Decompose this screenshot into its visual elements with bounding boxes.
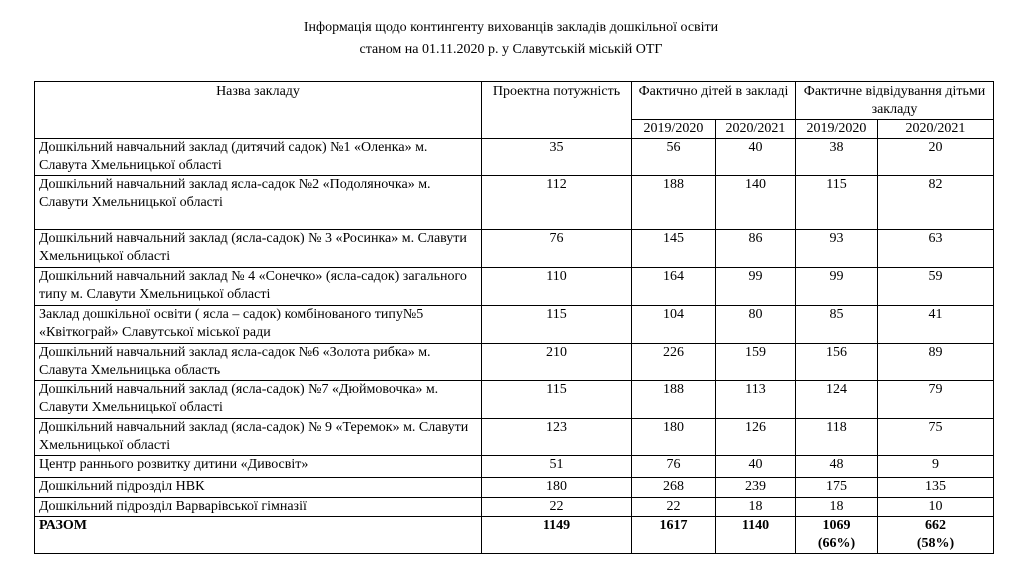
cell-attend-2020: 82 bbox=[878, 176, 994, 230]
total-enrolled-2020: 1140 bbox=[716, 517, 796, 554]
cell-enrolled-2020: 40 bbox=[716, 456, 796, 478]
cell-enrolled-2020: 18 bbox=[716, 498, 796, 517]
total-attend-2019 bbox=[796, 517, 878, 554]
cell-enrolled-2019: 180 bbox=[632, 419, 716, 456]
table-row bbox=[35, 139, 994, 176]
total-attend-2020-value: 662 bbox=[925, 518, 946, 533]
total-attend-2019-pct: (66%) bbox=[817, 536, 856, 551]
cell-attend-2020: 89 bbox=[878, 344, 994, 381]
cell-capacity: 115 bbox=[482, 381, 632, 419]
cell-attend-2020: 41 bbox=[878, 306, 994, 344]
total-capacity: 1149 bbox=[482, 517, 632, 554]
header-name: Назва закладу bbox=[35, 82, 482, 139]
total-attend-2019-value: 1069 bbox=[822, 518, 851, 533]
cell-attend-2020: 9 bbox=[878, 456, 994, 478]
cell-enrolled-2020: 86 bbox=[716, 230, 796, 268]
cell-capacity: 112 bbox=[482, 176, 632, 230]
cell-attend-2019: 85 bbox=[796, 306, 878, 344]
cell-enrolled-2019: 145 bbox=[632, 230, 716, 268]
cell-enrolled-2020: 140 bbox=[716, 176, 796, 230]
total-attend-2020-pct: (58%) bbox=[916, 536, 955, 551]
cell-attend-2020: 79 bbox=[878, 381, 994, 419]
cell-attend-2019: 156 bbox=[796, 344, 878, 381]
institution-name: Дошкільний навчальний заклад (дитячий садок) №1 «Оленка» м. Славута Хмельницької області bbox=[35, 139, 482, 176]
cell-attend-2019: 18 bbox=[796, 498, 878, 517]
table-row bbox=[35, 306, 994, 344]
cell-attend-2019: 38 bbox=[796, 139, 878, 176]
cell-attend-2019: 99 bbox=[796, 268, 878, 306]
cell-enrolled-2020: 80 bbox=[716, 306, 796, 344]
total-label: РАЗОМ bbox=[35, 517, 482, 554]
table-row bbox=[35, 176, 994, 230]
cell-attend-2020: 75 bbox=[878, 419, 994, 456]
table-row bbox=[35, 419, 994, 456]
institution-name: Заклад дошкільної освіти ( ясла – садок) комбінованого типу№5 «Квіткограй» Славутської міської ради bbox=[35, 306, 482, 344]
institution-name: Дошкільний навчальний заклад (ясла-садок) №7 «Дюймовочка» м. Славути Хмельницької області bbox=[35, 381, 482, 419]
institution-name: Дошкільний навчальний заклад ясла-садок №6 «Золота рибка» м. Славута Хмельницька область bbox=[35, 344, 482, 381]
table-row bbox=[35, 498, 994, 517]
cell-enrolled-2019: 22 bbox=[632, 498, 716, 517]
cell-enrolled-2019: 188 bbox=[632, 176, 716, 230]
header-year: 2020/2021 bbox=[878, 120, 994, 139]
cell-capacity: 115 bbox=[482, 306, 632, 344]
cell-attend-2020: 10 bbox=[878, 498, 994, 517]
document-title-line1: Інформація щодо контингенту вихованців закладів дошкільної освіти bbox=[303, 20, 719, 35]
cell-capacity: 110 bbox=[482, 268, 632, 306]
cell-enrolled-2019: 56 bbox=[632, 139, 716, 176]
table-row bbox=[35, 478, 994, 498]
cell-attend-2020: 20 bbox=[878, 139, 994, 176]
cell-attend-2020: 59 bbox=[878, 268, 994, 306]
cell-attend-2019: 48 bbox=[796, 456, 878, 478]
table-row bbox=[35, 456, 994, 478]
cell-attend-2019: 93 bbox=[796, 230, 878, 268]
header-enrolled: Фактично дітей в закладі bbox=[632, 82, 796, 120]
cell-attend-2019: 124 bbox=[796, 381, 878, 419]
header-year: 2020/2021 bbox=[716, 120, 796, 139]
table-row bbox=[35, 268, 994, 306]
cell-capacity: 210 bbox=[482, 344, 632, 381]
cell-enrolled-2020: 40 bbox=[716, 139, 796, 176]
cell-attend-2020: 63 bbox=[878, 230, 994, 268]
cell-attend-2019: 115 bbox=[796, 176, 878, 230]
cell-enrolled-2020: 159 bbox=[716, 344, 796, 381]
institution-name: Центр раннього розвитку дитини «Дивосвіт» bbox=[35, 456, 482, 478]
header-attendance: Фактичне відвідування дітьми закладу bbox=[796, 82, 994, 120]
institution-name: Дошкільний підрозділ НВК bbox=[35, 478, 482, 498]
cell-enrolled-2019: 164 bbox=[632, 268, 716, 306]
institution-name: Дошкільний навчальний заклад (ясла-садок) № 9 «Теремок» м. Славути Хмельницької області bbox=[35, 419, 482, 456]
cell-enrolled-2020: 126 bbox=[716, 419, 796, 456]
contingent-table bbox=[34, 81, 994, 554]
cell-enrolled-2019: 268 bbox=[632, 478, 716, 498]
institution-name: Дошкільний навчальний заклад (ясла-садок) № 3 «Росинка» м. Славути Хмельницької області bbox=[35, 230, 482, 268]
cell-enrolled-2019: 188 bbox=[632, 381, 716, 419]
cell-enrolled-2020: 113 bbox=[716, 381, 796, 419]
header-year: 2019/2020 bbox=[632, 120, 716, 139]
total-enrolled-2019: 1617 bbox=[632, 517, 716, 554]
cell-enrolled-2019: 104 bbox=[632, 306, 716, 344]
cell-attend-2019: 118 bbox=[796, 419, 878, 456]
cell-enrolled-2019: 226 bbox=[632, 344, 716, 381]
table-row bbox=[35, 230, 994, 268]
cell-capacity: 51 bbox=[482, 456, 632, 478]
total-attend-2020 bbox=[878, 517, 994, 554]
cell-capacity: 22 bbox=[482, 498, 632, 517]
cell-capacity: 180 bbox=[482, 478, 632, 498]
cell-attend-2020: 135 bbox=[878, 478, 994, 498]
table-row bbox=[35, 344, 994, 381]
cell-enrolled-2019: 76 bbox=[632, 456, 716, 478]
cell-capacity: 76 bbox=[482, 230, 632, 268]
header-year: 2019/2020 bbox=[796, 120, 878, 139]
cell-capacity: 35 bbox=[482, 139, 632, 176]
cell-attend-2019: 175 bbox=[796, 478, 878, 498]
cell-enrolled-2020: 239 bbox=[716, 478, 796, 498]
cell-capacity: 123 bbox=[482, 419, 632, 456]
document-title-line2: станом на 01.11.2020 р. у Славутській міській ОТГ bbox=[359, 42, 663, 57]
institution-name: Дошкільний навчальний заклад № 4 «Сонечко» (ясла-садок) загального типу м. Славути Хмельницької області bbox=[35, 268, 482, 306]
header-capacity: Проектна потужність bbox=[482, 82, 632, 139]
table-row bbox=[35, 381, 994, 419]
total-row bbox=[35, 517, 994, 554]
institution-name: Дошкільний навчальний заклад ясла-садок №2 «Подоляночка» м. Славути Хмельницької області bbox=[35, 176, 482, 230]
cell-enrolled-2020: 99 bbox=[716, 268, 796, 306]
institution-name: Дошкільний підрозділ Варварівської гімназії bbox=[35, 498, 482, 517]
